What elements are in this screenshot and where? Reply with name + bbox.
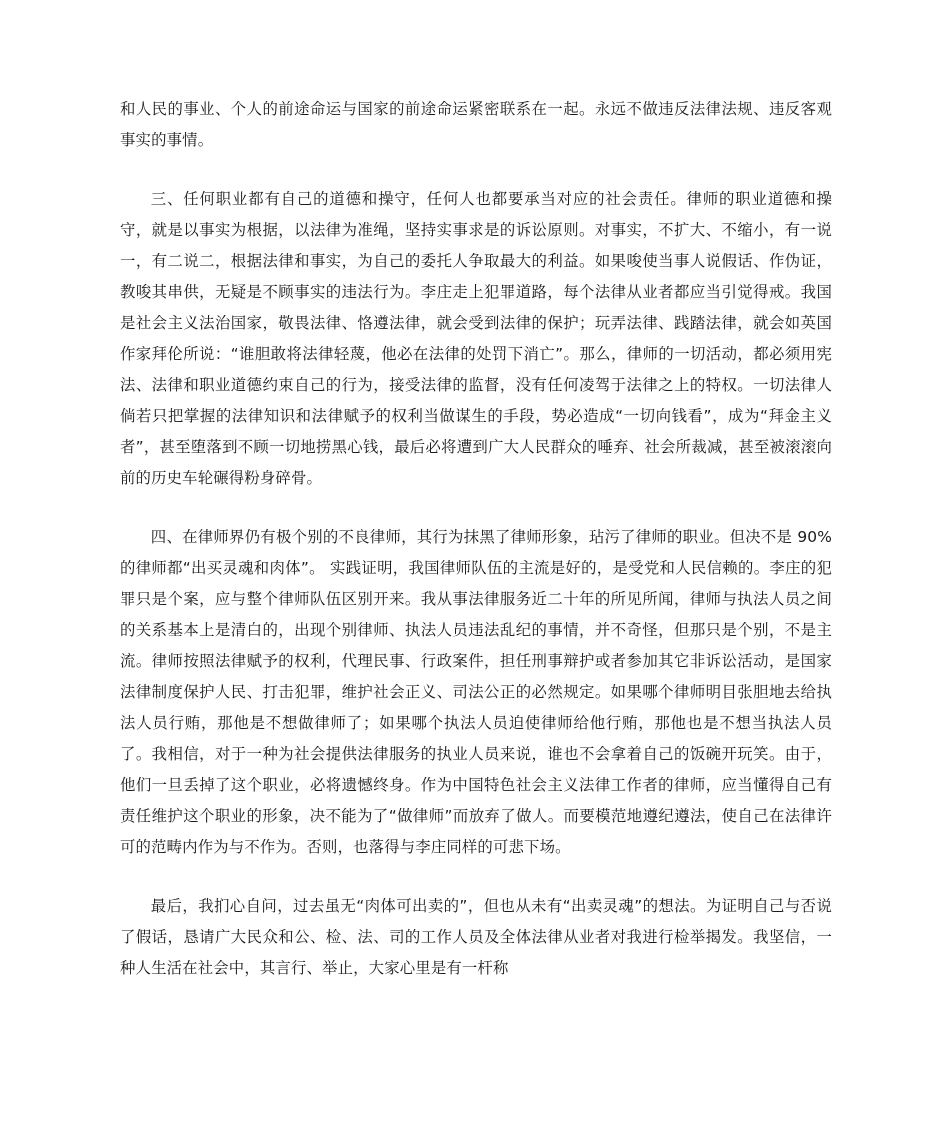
paragraph-conclusion: 最后，我扪心自问，过去虽无“肉体可出卖的”，但也从未有“出卖灵魂”的想法。为证明自己与否说了假话，恳请广大民众和公、检、法、司的工作人员及全体法律从业者对我进行检举揭发。我坚信，一种人生活在社会中，其言行、举止，大家心里是有一杆称 <box>120 897 832 977</box>
paragraph-intro: 和人民的事业、个人的前途命运与国家的前途命运紧密联系在一起。永远不做违反法律法规、违反客观事实的事情。 <box>120 100 832 149</box>
paragraph-section-four: 四、在律师界仍有极个别的不良律师，其行为抹黑了律师形象，玷污了律师的职业。但决不是 90%的律师都“出买灵魂和肉体”。 实践证明，我国律师队伍的主流是好的，是受党和人民信赖的。李庄的犯罪只是个案，应与整个律师队伍区别开来。我从事法律服务近二十年的所见所闻，律师与执法人员之间的关系基本上是清白的，出现个别律师、执法人员违法乱纪的事情，并不奇怪，但那只是个别，不是主流。律师按照法律赋予的权利，代理民事、行政案件，担任刑事辩护或者参加其它非诉讼活动，是国家法律制度保护人民、打击犯罪，维护社会正义、司法公正的必然规定。如果哪个律师明目张胆地去给执法人员行贿，那他是不想做律师了；如果哪个执法人员迫使律师给他行贿，那他也是不想当执法人员了。我相信，对于一种为社会提供法律服务的执业人员来说，谁也不会拿着自己的饭碗开玩笑。由于，他们一旦丢掉了这个职业，必将遗憾终身。作为中国特色社会主义法律工作者的律师，应当懂得自己有责任维护这个职业的形象，决不能为了“做律师”而放弃了做人。而要模范地遵纪遵法，使自己在法律许可的范畴内作为与不作为。否则，也落得与李庄同样的可悲下场。 <box>120 528 832 856</box>
document-page <box>120 94 832 1012</box>
paragraph-section-three: 三、任何职业都有自己的道德和操守，任何人也都要承当对应的社会责任。律师的职业道德和操守，就是以事实为根据，以法律为准绳，坚持实事求是的诉讼原则。对事实，不扩大、不缩小，有一说一，有二说二，根据法律和事实，为自己的委托人争取最大的利益。如果唆使当事人说假话、作伪证，教唆其串供，无疑是不顾事实的违法行为。李庄走上犯罪道路，每个法律从业者都应当引觉得戒。我国是社会主义法治国家，敬畏法律、恪遵法律，就会受到法律的保护；玩弄法律、践踏法律，就会如英国作家拜伦所说：“谁胆敢将法律轻蔑，他必在法律的处罚下消亡”。那么，律师的一切活动，都必须用宪法、法律和职业道德约束自己的行为，接受法律的监督，没有任何凌驾于法律之上的特权。一切法律人倘若只把掌握的法律知识和法律赋予的权利当做谋生的手段，势必造成“一切向钱看”，成为“拜金主义者”，甚至堕落到不顾一切地捞黑心钱，最后必将遭到广大人民群众的唾弃、社会所裁减，甚至被滚滚向前的历史车轮碾得粉身碎骨。 <box>120 190 832 487</box>
